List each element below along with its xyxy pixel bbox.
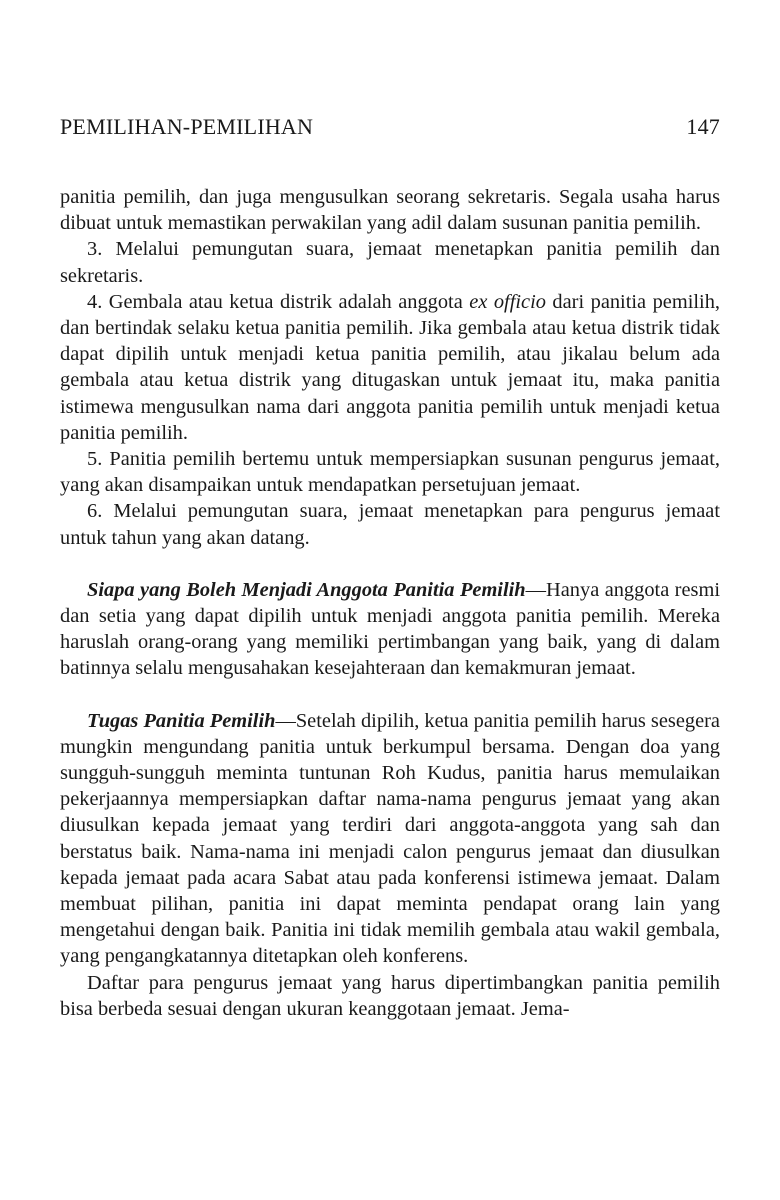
list-item-3: 3. Melalui pemungutan suara, jemaat menetapkan panitia pemilih dan sekretaris.: [60, 238, 720, 287]
section-text-committee-duties: —Setelah dipilih, ketua panitia pemilih harus sesegera mungkin mengundang panitia untuk berkumpul bersama. Dengan doa yang sungguh-sungguh meminta tuntunan Roh Kudus, panitia harus memulaikan pekerjaannya mempersiapkan daftar nama-nama pengurus jemaat yang akan diusulkan kepada jemaat yang terdiri dari anggota-anggota yang sah dan berstatus baik. Nama-nama ini menjadi calon pengurus jemaat dan diusulkan kepada jemaat pada acara Sabat atau pada konferensi istimewa jemaat. Dalam membuat pilihan, panitia ini dapat meminta pendapat orang lain yang mengetahui dengan baik. Panitia ini tidak memilih gembala atau wakil gembala, yang pengangkatannya ditetapkan oleh konferens.: [60, 709, 720, 968]
list-item-4: [60, 289, 720, 446]
list-item-4-text-start: 4. Gembala atau ketua distrik adalah anggota: [87, 290, 470, 313]
running-head: [60, 112, 720, 142]
running-head-title: PEMILIHAN-PEMILIHAN: [60, 114, 314, 139]
list-item-6: 6. Melalui pemungutan suara, jemaat menetapkan para pengurus jemaat untuk tahun yang akan datang.: [60, 500, 720, 549]
body-text: [60, 184, 720, 1022]
section-committee-duties: [60, 708, 720, 970]
paragraph-officer-list: Daftar para pengurus jemaat yang harus dipertimbangkan panitia pemilih bisa berbeda sesuai dengan ukuran keanggotaan jemaat. Jema-: [60, 971, 720, 1020]
page-number: 147: [686, 114, 720, 139]
list-item-4-text-end: dari panitia pemilih, dan bertindak selaku ketua panitia pemilih. Jika gembala atau ketua distrik tidak dapat dipilih untuk menjadi ketua panitia pemilih, atau jikalau belum ada gembala atau ketua distrik yang ditugaskan untuk jemaat itu, maka panitia istimewa mengusulkan nama dari anggota panitia pemilih untuk menjadi ketua panitia pemilih.: [60, 290, 720, 444]
paragraph-continuation: panitia pemilih, dan juga mengusulkan seorang sekretaris. Segala usaha harus dibuat untuk memastikan perwakilan yang adil dalam susunan panitia pemilih.: [60, 186, 720, 235]
book-page: [60, 112, 720, 1022]
section-heading-who-may-serve: Siapa yang Boleh Menjadi Anggota Panitia Pemilih: [87, 578, 526, 601]
list-item-5: 5. Panitia pemilih bertemu untuk mempersiapkan susunan pengurus jemaat, yang akan disampaikan untuk mendapatkan persetujuan jemaat.: [60, 448, 720, 497]
latin-term-ex-officio: ex officio: [469, 290, 546, 313]
section-heading-committee-duties: Tugas Panitia Pemilih: [87, 709, 276, 732]
section-text-who-may-serve: —Hanya anggota resmi dan setia yang dapat dipilih untuk menjadi anggota panitia pemilih. Mereka haruslah orang-orang yang memiliki pertimbangan yang baik, yang di dalam batinnya selalu mengusahakan kesejahteraan dan kemakmuran jemaat.: [60, 578, 720, 680]
section-who-may-serve: [60, 577, 720, 682]
